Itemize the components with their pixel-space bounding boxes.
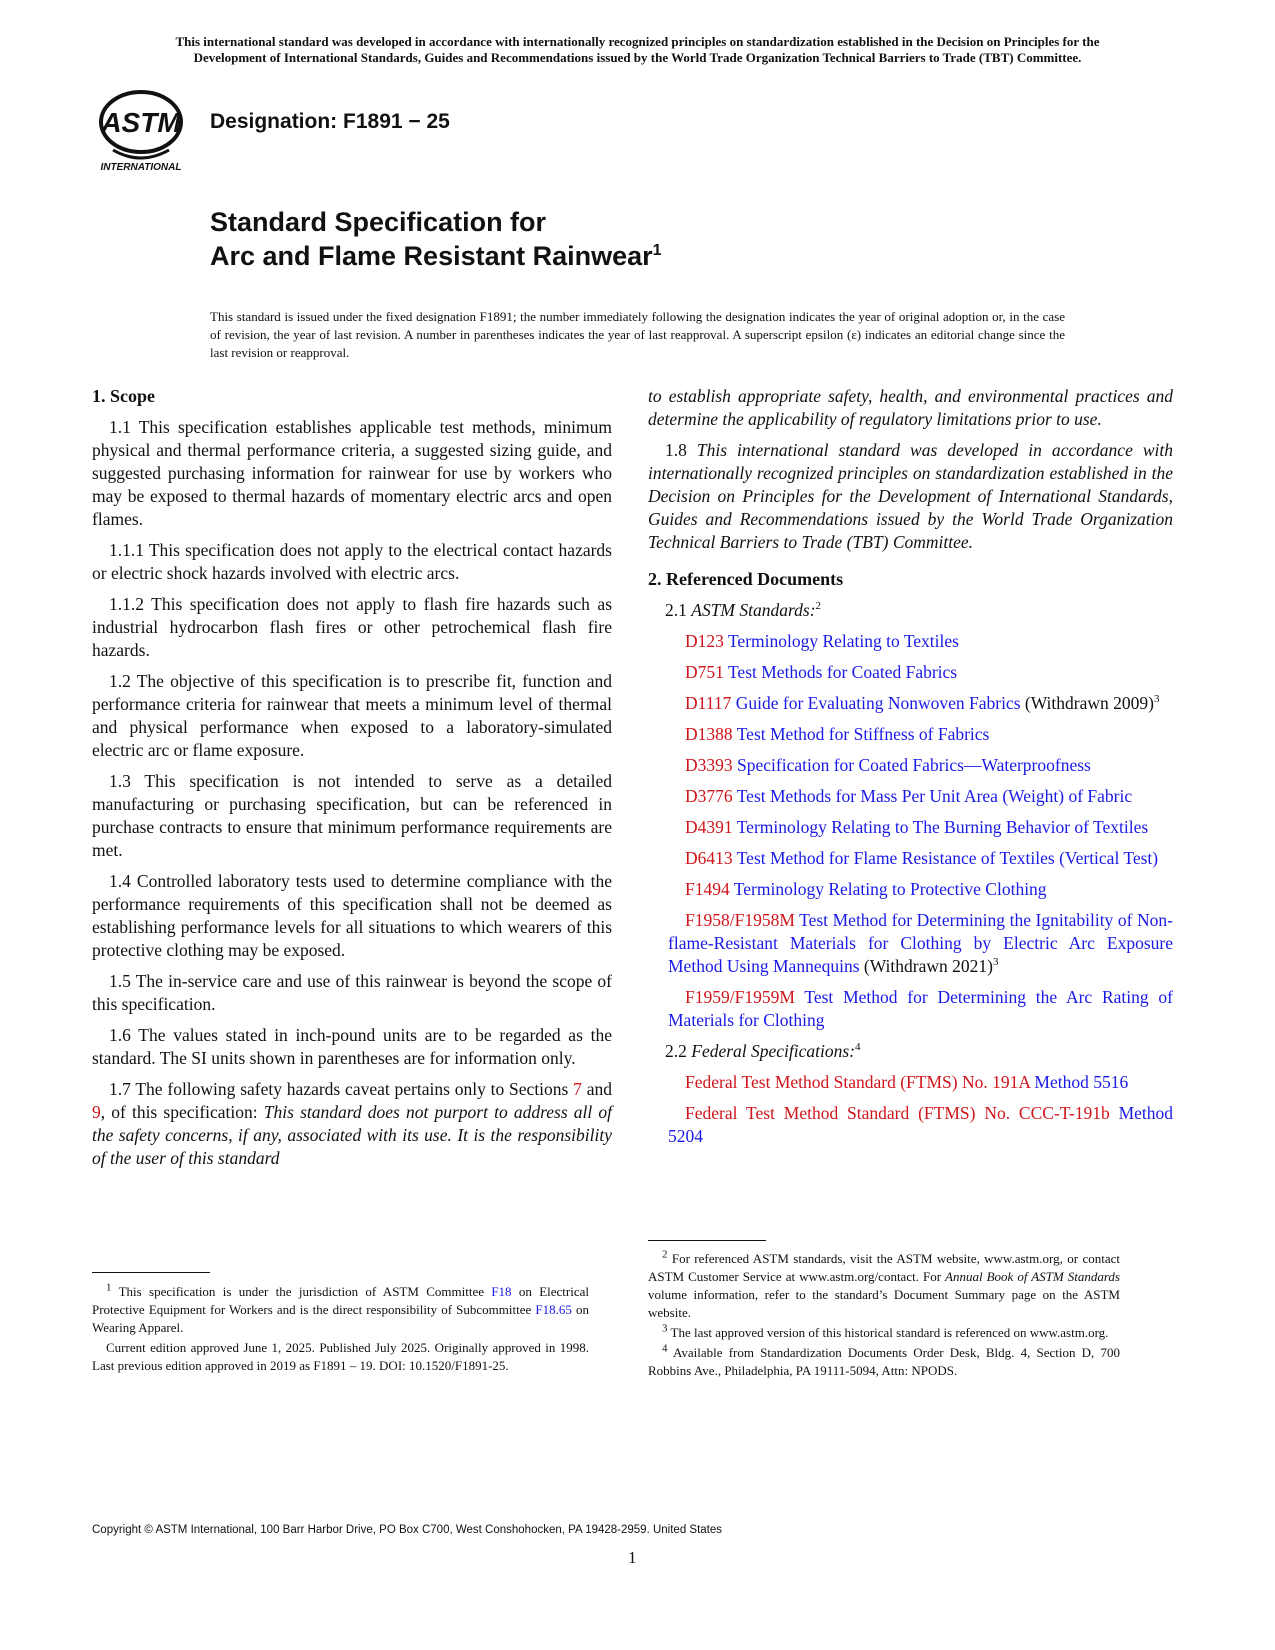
para-1-8	[648, 439, 1173, 554]
reference-title-link[interactable]: Terminology Relating to The Burning Behavior of Textiles	[736, 817, 1149, 837]
footnotes-left	[92, 1283, 589, 1377]
reference-list	[648, 630, 1173, 1032]
section-9-link[interactable]: 9	[92, 1102, 101, 1122]
reference-title-link[interactable]: Test Method for Determining the Arc Rating of Materials for Clothing	[668, 987, 1174, 1030]
footnotes-right	[648, 1250, 1120, 1382]
reference-code-link[interactable]: D1117	[685, 693, 732, 713]
page-number: 1	[628, 1548, 637, 1567]
footnote-2-mark: 2	[662, 1248, 668, 1261]
copyright: Copyright © ASTM International, 100 Barr Harbor Drive, PO Box C700, West Conshohocken, PA 19428-2959. United States	[92, 1524, 723, 1536]
para-1-1-2: 1.1.2 This specification does not apply to flash fire hazards such as industrial hydrocarbon flash fires or other petrochemical flash fire hazards.	[92, 594, 612, 660]
reference-title-link[interactable]: Specification for Coated Fabrics—Waterproofness	[737, 755, 1091, 775]
footnote-1-text: This specification is under the jurisdiction of ASTM Committee	[118, 1284, 492, 1299]
reference-title-link[interactable]: Test Method for Stiffness of Fabrics	[736, 724, 990, 744]
footnote-4	[648, 1344, 1120, 1380]
footnote-2-text: For referenced ASTM standards, visit the ASTM website, www.astm.org, or contact ASTM Customer Service at www.astm.org/contact. For	[648, 1251, 1120, 1284]
federal-specs-label	[648, 1040, 1173, 1063]
logo-subtext: INTERNATIONAL	[100, 162, 182, 173]
reference-code-link[interactable]: D4391	[685, 817, 733, 837]
reference-item	[648, 847, 1173, 870]
designation: Designation: F1891 − 25	[210, 110, 450, 133]
subcommittee-f1865-link[interactable]: F18.65	[535, 1302, 572, 1317]
reference-footnote-mark: 3	[1153, 693, 1160, 706]
reference-code-link[interactable]: F1958/F1958M	[685, 910, 795, 930]
federal-specs-mark: 4	[855, 1041, 861, 1054]
issue-note: This standard is issued under the fixed designation F1891; the number immediately following the designation indicates the year of original adoption or, in the case of revision, the year of last revision. A number in parentheses indicates the year of last reapproval. A superscript epsilon (ε) indicates an editorial change since the last revision or reapproval.	[210, 309, 1065, 360]
federal-reference-title-link[interactable]: Method 5516	[1034, 1072, 1129, 1092]
federal-specs-text: Federal Specifications:	[691, 1041, 856, 1061]
reference-withdrawn-note: (Withdrawn 2021)	[859, 956, 993, 976]
footnote-1-text2: on Electrical Protective Equipment for Workers and is the direct responsibility of Subcommittee	[92, 1284, 589, 1317]
footnote-3-mark: 3	[662, 1322, 668, 1335]
reference-item	[648, 754, 1173, 777]
section-7-link[interactable]: 7	[573, 1079, 582, 1099]
footnote-3-text: The last approved version of this historical standard is referenced on www.astm.org.	[670, 1325, 1109, 1340]
reference-title-link[interactable]: Terminology Relating to Protective Clothing	[733, 879, 1047, 899]
astm-standards-number: 2.1	[665, 600, 692, 620]
footnote-3	[648, 1324, 1120, 1342]
referenced-documents-heading: 2. Referenced Documents	[648, 569, 844, 589]
footnote-1	[92, 1283, 589, 1337]
top-notice	[90, 34, 1185, 66]
para-1-1-1: 1.1.1 This specification does not apply to the electrical contact hazards or electric shock hazards involved with electric arcs.	[92, 540, 612, 583]
top-notice-line1: This international standard was developed in accordance with internationally recognized principles on standardization established in the Decision on Principles for the	[175, 34, 1100, 49]
reference-title-link[interactable]: Test Methods for Coated Fabrics	[727, 662, 958, 682]
astm-logo	[93, 88, 193, 173]
reference-item	[648, 630, 1173, 653]
reference-code-link[interactable]: D1388	[685, 724, 733, 744]
footnote-4-text: Available from Standardization Documents Order Desk, Bldg. 4, Section D, 700 Robbins Ave., Philadelphia, PA 19111-5094, Attn: NPODS.	[648, 1345, 1120, 1378]
reference-item	[648, 909, 1173, 978]
committee-f18-link[interactable]: F18	[491, 1284, 512, 1299]
reference-code-link[interactable]: D751	[685, 662, 724, 682]
reference-item	[648, 816, 1173, 839]
federal-reference-list	[648, 1071, 1173, 1148]
reference-item	[648, 986, 1173, 1032]
para-1-8-text: This international standard was developed in accordance with internationally recognized principles on standardization established in the Decision on Principles for the Development of International Standards, Guides and Recommendations issued by the World Trade Organization Technical Barriers to Trade (TBT) Committee.	[648, 440, 1174, 552]
edition-note: Current edition approved June 1, 2025. Published July 2025. Originally approved in 1998. Last previous edition approved in 2019 as F1891 – 19. DOI: 10.1520/F1891-25.	[92, 1340, 589, 1373]
reference-title-link[interactable]: Terminology Relating to Textiles	[727, 631, 959, 651]
para-1-4: 1.4 Controlled laboratory tests used to determine compliance with the performance requirements of this specification shall not be deemed as establishing performance levels for all situations to which wearers of this protective clothing may be exposed.	[92, 871, 612, 960]
reference-code-link[interactable]: D3776	[685, 786, 733, 806]
para-1-7-caveat: This standard does not purport to address all of the safety concerns, if any, associated with its use. It is the responsibility of the user of this standard	[92, 1102, 612, 1168]
federal-reference-title-link[interactable]: Method 5204	[668, 1103, 1174, 1146]
logo-text: ASTM	[101, 107, 181, 138]
para-1-7-text: 1.7 The following safety hazards caveat pertains only to Sections	[109, 1079, 574, 1099]
para-1-7-text2: , of this specification:	[100, 1102, 264, 1122]
federal-reference-code-link[interactable]: Federal Test Method Standard (FTMS) No. 191A	[685, 1072, 1031, 1092]
title-footnote-mark[interactable]: 1	[652, 242, 662, 259]
astm-standards-text: ASTM Standards:	[691, 600, 816, 620]
reference-title-link[interactable]: Test Method for Determining the Ignitability of Non-flame-Resistant Materials for Clothing by Electric Arc Exposure Method Using Mannequins	[668, 910, 1173, 976]
para-1-5: 1.5 The in-service care and use of this rainwear is beyond the scope of this specification.	[92, 971, 612, 1014]
reference-code-link[interactable]: F1494	[685, 879, 730, 899]
para-1-8-number: 1.8	[665, 440, 697, 460]
left-column	[92, 385, 612, 1178]
para-1-3: 1.3 This specification is not intended to serve as a detailed manufacturing or purchasing specification, but can be referenced in purchase contracts to ensure that minimum performance requirements are met.	[92, 771, 612, 860]
footnote-rule-right	[648, 1240, 766, 1241]
footnote-4-mark: 4	[662, 1342, 668, 1355]
title-line2: Arc and Flame Resistant Rainwear	[210, 241, 653, 271]
reference-item	[648, 878, 1173, 901]
reference-withdrawn-note: (Withdrawn 2009)	[1020, 693, 1154, 713]
federal-reference-item	[648, 1071, 1173, 1094]
para-1-7-and: and	[581, 1079, 612, 1099]
reference-item	[648, 661, 1173, 684]
reference-title-link[interactable]: Test Methods for Mass Per Unit Area (Weight) of Fabric	[736, 786, 1133, 806]
reference-item	[648, 692, 1173, 715]
reference-title-link[interactable]: Guide for Evaluating Nonwoven Fabrics	[735, 693, 1021, 713]
footnote-2	[648, 1250, 1120, 1322]
federal-reference-item	[648, 1102, 1173, 1148]
reference-code-link[interactable]: D6413	[685, 848, 733, 868]
footnote-rule-left	[92, 1272, 210, 1273]
federal-reference-code-link[interactable]: Federal Test Method Standard (FTMS) No. CCC-T-191b	[685, 1103, 1110, 1123]
para-1-7-continued: to establish appropriate safety, health, and environmental practices and determine the applicability of regulatory limitations prior to use.	[648, 386, 1173, 429]
para-1-6: 1.6 The values stated in inch-pound units are to be regarded as the standard. The SI units shown in parentheses are for information only.	[92, 1025, 612, 1068]
astm-standards-mark: 2	[815, 600, 822, 613]
reference-code-link[interactable]: D3393	[685, 755, 733, 775]
footnote-1-mark: 1	[106, 1281, 112, 1294]
para-1-1: 1.1 This specification establishes applicable test methods, minimum physical and thermal performance criteria, a suggested sizing guide, and suggested purchasing information for rainwear for use by workers who may be exposed to thermal hazards of momentary electric arcs and open flames.	[92, 417, 612, 529]
footnote-1-text3: on Wearing Apparel.	[92, 1302, 589, 1335]
federal-specs-number: 2.2	[665, 1041, 692, 1061]
right-column	[648, 385, 1173, 1156]
para-1-7	[92, 1078, 612, 1170]
reference-footnote-mark: 3	[992, 956, 999, 969]
reference-code-link[interactable]: F1959/F1959M	[685, 987, 795, 1007]
document-title	[210, 205, 662, 273]
reference-item	[648, 723, 1173, 746]
reference-item	[648, 785, 1173, 808]
astm-standards-label	[648, 599, 1173, 622]
footnote-2-text2: volume information, refer to the standard’s Document Summary page on the ASTM website.	[648, 1287, 1120, 1320]
reference-title-link[interactable]: Test Method for Flame Resistance of Textiles (Vertical Test)	[736, 848, 1159, 868]
reference-code-link[interactable]: D123	[685, 631, 724, 651]
top-notice-line2: Development of International Standards, Guides and Recommendations issued by the World Trade Organization Technical Barriers to Trade (TBT) Committee.	[193, 50, 1082, 65]
scope-heading: 1. Scope	[92, 386, 155, 406]
para-1-2: 1.2 The objective of this specification is to prescribe fit, function and performance criteria for rainwear that meets a minimum level of thermal and physical performance when exposed to a laboratory-simulated electric arc or flame exposure.	[92, 671, 612, 760]
title-line1: Standard Specification for	[210, 207, 547, 237]
footnote-2-book: Annual Book of ASTM Standards	[945, 1269, 1120, 1284]
